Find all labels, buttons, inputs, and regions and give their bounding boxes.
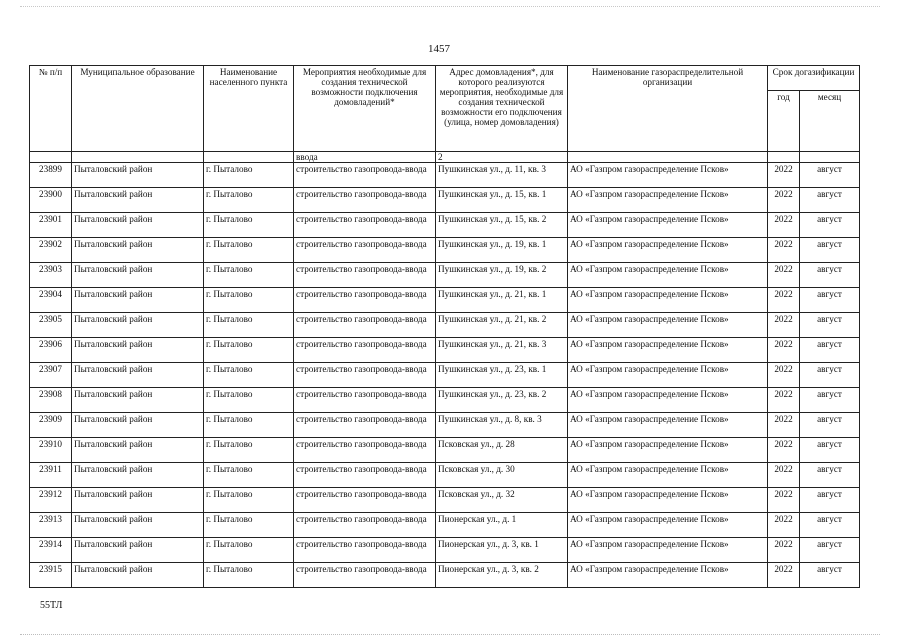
- header-organization: Наименование газораспределительной организации: [568, 66, 768, 152]
- cell-num: 23907: [30, 363, 72, 388]
- cell-settlement: [204, 152, 294, 163]
- cell-organization: АО «Газпром газораспределение Псков»: [568, 463, 768, 488]
- cell-num: 23910: [30, 438, 72, 463]
- cell-month: август: [800, 188, 860, 213]
- cell-address: Пушкинская ул., д. 23, кв. 2: [436, 388, 568, 413]
- cell-municipality: Пыталовский район: [72, 188, 204, 213]
- cell-num: 23914: [30, 538, 72, 563]
- cell-municipality: [72, 152, 204, 163]
- header-address: Адрес домовладения*, для которого реализуются мероприятия, необходимые для создания технической возможности его подключения (улица, номер домовладения): [436, 66, 568, 152]
- cell-organization: АО «Газпром газораспределение Псков»: [568, 263, 768, 288]
- cell-settlement: г. Пыталово: [204, 213, 294, 238]
- table-row: [30, 413, 860, 438]
- cell-address: Пушкинская ул., д. 23, кв. 1: [436, 363, 568, 388]
- cell-num: 23902: [30, 238, 72, 263]
- cell-organization: АО «Газпром газораспределение Псков»: [568, 163, 768, 188]
- gasification-table: [29, 65, 860, 588]
- cell-municipality: Пыталовский район: [72, 363, 204, 388]
- cell-measures: строительство газопровода-ввода: [294, 563, 436, 588]
- cell-municipality: Пыталовский район: [72, 163, 204, 188]
- cell-address: Псковская ул., д. 30: [436, 463, 568, 488]
- cell-organization: АО «Газпром газораспределение Псков»: [568, 513, 768, 538]
- cell-year: 2022: [768, 263, 800, 288]
- cell-num: 23911: [30, 463, 72, 488]
- footer-code: 55ТЛ: [40, 600, 63, 611]
- cell-year: 2022: [768, 288, 800, 313]
- cell-address: Пушкинская ул., д. 15, кв. 1: [436, 188, 568, 213]
- cell-measures: строительство газопровода-ввода: [294, 288, 436, 313]
- cell-month: [800, 152, 860, 163]
- header-settlement: Наименование населенного пункта: [204, 66, 294, 152]
- cell-month: август: [800, 288, 860, 313]
- table-row: [30, 163, 860, 188]
- cell-municipality: Пыталовский район: [72, 238, 204, 263]
- cell-num: [30, 152, 72, 163]
- cell-year: 2022: [768, 313, 800, 338]
- cell-month: август: [800, 488, 860, 513]
- cell-address: Пушкинская ул., д. 21, кв. 3: [436, 338, 568, 363]
- cell-year: 2022: [768, 238, 800, 263]
- cell-measures: строительство газопровода-ввода: [294, 313, 436, 338]
- cell-settlement: г. Пыталово: [204, 413, 294, 438]
- cell-address: Пушкинская ул., д. 15, кв. 2: [436, 213, 568, 238]
- cell-organization: АО «Газпром газораспределение Псков»: [568, 413, 768, 438]
- cell-municipality: Пыталовский район: [72, 463, 204, 488]
- table-row: [30, 488, 860, 513]
- table-row: [30, 388, 860, 413]
- cell-address: Пушкинская ул., д. 21, кв. 1: [436, 288, 568, 313]
- header-term: Срок догазификации: [768, 66, 860, 91]
- header-row: [30, 66, 860, 91]
- cell-measures: строительство газопровода-ввода: [294, 413, 436, 438]
- cell-month: август: [800, 313, 860, 338]
- cell-address: Пушкинская ул., д. 8, кв. 3: [436, 413, 568, 438]
- cell-measures: ввода: [294, 152, 436, 163]
- table-row: [30, 463, 860, 488]
- table-row: [30, 363, 860, 388]
- cell-measures: строительство газопровода-ввода: [294, 263, 436, 288]
- cell-address: Пионерская ул., д. 3, кв. 1: [436, 538, 568, 563]
- cell-num: 23912: [30, 488, 72, 513]
- cell-month: август: [800, 563, 860, 588]
- cell-municipality: Пыталовский район: [72, 388, 204, 413]
- cell-measures: строительство газопровода-ввода: [294, 438, 436, 463]
- cell-measures: строительство газопровода-ввода: [294, 538, 436, 563]
- cell-organization: АО «Газпром газораспределение Псков»: [568, 388, 768, 413]
- cell-year: 2022: [768, 213, 800, 238]
- cell-measures: строительство газопровода-ввода: [294, 163, 436, 188]
- cell-measures: строительство газопровода-ввода: [294, 238, 436, 263]
- cell-address: Пушкинская ул., д. 19, кв. 2: [436, 263, 568, 288]
- cell-measures: строительство газопровода-ввода: [294, 213, 436, 238]
- table-row: [30, 188, 860, 213]
- cell-municipality: Пыталовский район: [72, 563, 204, 588]
- cell-year: 2022: [768, 488, 800, 513]
- cell-address: Пионерская ул., д. 3, кв. 2: [436, 563, 568, 588]
- cell-organization: АО «Газпром газораспределение Псков»: [568, 488, 768, 513]
- cell-num: 23906: [30, 338, 72, 363]
- cell-num: 23903: [30, 263, 72, 288]
- cell-organization: АО «Газпром газораспределение Псков»: [568, 313, 768, 338]
- cell-month: август: [800, 163, 860, 188]
- cell-organization: АО «Газпром газораспределение Псков»: [568, 338, 768, 363]
- cell-month: август: [800, 238, 860, 263]
- cell-settlement: г. Пыталово: [204, 438, 294, 463]
- cell-organization: АО «Газпром газораспределение Псков»: [568, 538, 768, 563]
- cell-address: Пионерская ул., д. 1: [436, 513, 568, 538]
- cell-num: 23913: [30, 513, 72, 538]
- cell-settlement: г. Пыталово: [204, 188, 294, 213]
- table-row: [30, 538, 860, 563]
- cell-year: 2022: [768, 463, 800, 488]
- cell-organization: АО «Газпром газораспределение Псков»: [568, 438, 768, 463]
- cell-settlement: г. Пыталово: [204, 538, 294, 563]
- page-number: 1457: [428, 43, 450, 55]
- cell-measures: строительство газопровода-ввода: [294, 388, 436, 413]
- cell-settlement: г. Пыталово: [204, 388, 294, 413]
- table-row: [30, 263, 860, 288]
- cell-month: август: [800, 538, 860, 563]
- header-month: месяц: [800, 91, 860, 152]
- cell-municipality: Пыталовский район: [72, 413, 204, 438]
- table-row: [30, 338, 860, 363]
- cell-address: 2: [436, 152, 568, 163]
- cell-organization: [568, 152, 768, 163]
- cell-year: 2022: [768, 413, 800, 438]
- cell-num: 23899: [30, 163, 72, 188]
- table-row: [30, 288, 860, 313]
- cell-num: 23908: [30, 388, 72, 413]
- cell-measures: строительство газопровода-ввода: [294, 338, 436, 363]
- table-row: [30, 563, 860, 588]
- cell-organization: АО «Газпром газораспределение Псков»: [568, 213, 768, 238]
- cell-organization: АО «Газпром газораспределение Псков»: [568, 188, 768, 213]
- cell-address: Псковская ул., д. 32: [436, 488, 568, 513]
- cell-month: август: [800, 438, 860, 463]
- cell-year: 2022: [768, 513, 800, 538]
- cell-measures: строительство газопровода-ввода: [294, 188, 436, 213]
- cell-settlement: г. Пыталово: [204, 513, 294, 538]
- cell-address: Пушкинская ул., д. 21, кв. 2: [436, 313, 568, 338]
- cell-month: август: [800, 463, 860, 488]
- cell-year: 2022: [768, 438, 800, 463]
- cell-num: 23905: [30, 313, 72, 338]
- cell-year: 2022: [768, 163, 800, 188]
- cell-municipality: Пыталовский район: [72, 438, 204, 463]
- cell-month: август: [800, 388, 860, 413]
- header-measures: Мероприятия необходимые для создания технической возможности подключения домовладений*: [294, 66, 436, 152]
- cell-measures: строительство газопровода-ввода: [294, 488, 436, 513]
- cell-settlement: г. Пыталово: [204, 163, 294, 188]
- cell-year: 2022: [768, 388, 800, 413]
- cell-municipality: Пыталовский район: [72, 538, 204, 563]
- cell-num: 23915: [30, 563, 72, 588]
- cell-num: 23909: [30, 413, 72, 438]
- cell-year: 2022: [768, 338, 800, 363]
- continuation-row: [30, 152, 860, 163]
- scan-edge-top: [20, 6, 880, 7]
- cell-year: 2022: [768, 188, 800, 213]
- cell-municipality: Пыталовский район: [72, 488, 204, 513]
- cell-year: 2022: [768, 363, 800, 388]
- cell-num: 23904: [30, 288, 72, 313]
- cell-organization: АО «Газпром газораспределение Псков»: [568, 563, 768, 588]
- cell-measures: строительство газопровода-ввода: [294, 463, 436, 488]
- header-year: год: [768, 91, 800, 152]
- cell-organization: АО «Газпром газораспределение Псков»: [568, 238, 768, 263]
- cell-municipality: Пыталовский район: [72, 288, 204, 313]
- cell-month: август: [800, 338, 860, 363]
- cell-month: август: [800, 213, 860, 238]
- cell-month: август: [800, 363, 860, 388]
- cell-settlement: г. Пыталово: [204, 238, 294, 263]
- cell-settlement: г. Пыталово: [204, 338, 294, 363]
- cell-settlement: г. Пыталово: [204, 488, 294, 513]
- cell-num: 23900: [30, 188, 72, 213]
- cell-settlement: г. Пыталово: [204, 313, 294, 338]
- cell-address: Пушкинская ул., д. 19, кв. 1: [436, 238, 568, 263]
- cell-measures: строительство газопровода-ввода: [294, 513, 436, 538]
- cell-address: Пушкинская ул., д. 11, кв. 3: [436, 163, 568, 188]
- cell-year: 2022: [768, 538, 800, 563]
- cell-municipality: Пыталовский район: [72, 513, 204, 538]
- cell-municipality: Пыталовский район: [72, 263, 204, 288]
- cell-month: август: [800, 413, 860, 438]
- cell-settlement: г. Пыталово: [204, 288, 294, 313]
- header-municipality: Муниципальное образование: [72, 66, 204, 152]
- cell-settlement: г. Пыталово: [204, 563, 294, 588]
- table-row: [30, 438, 860, 463]
- cell-organization: АО «Газпром газораспределение Псков»: [568, 288, 768, 313]
- cell-settlement: г. Пыталово: [204, 263, 294, 288]
- cell-address: Псковская ул., д. 28: [436, 438, 568, 463]
- header-num: № п/п: [30, 66, 72, 152]
- cell-municipality: Пыталовский район: [72, 213, 204, 238]
- table-row: [30, 513, 860, 538]
- cell-month: август: [800, 513, 860, 538]
- cell-organization: АО «Газпром газораспределение Псков»: [568, 363, 768, 388]
- cell-month: август: [800, 263, 860, 288]
- cell-measures: строительство газопровода-ввода: [294, 363, 436, 388]
- cell-municipality: Пыталовский район: [72, 338, 204, 363]
- cell-settlement: г. Пыталово: [204, 463, 294, 488]
- cell-year: [768, 152, 800, 163]
- cell-num: 23901: [30, 213, 72, 238]
- scan-edge-bottom: [20, 634, 880, 635]
- cell-settlement: г. Пыталово: [204, 363, 294, 388]
- table-row: [30, 238, 860, 263]
- table-row: [30, 313, 860, 338]
- cell-year: 2022: [768, 563, 800, 588]
- table-row: [30, 213, 860, 238]
- cell-municipality: Пыталовский район: [72, 313, 204, 338]
